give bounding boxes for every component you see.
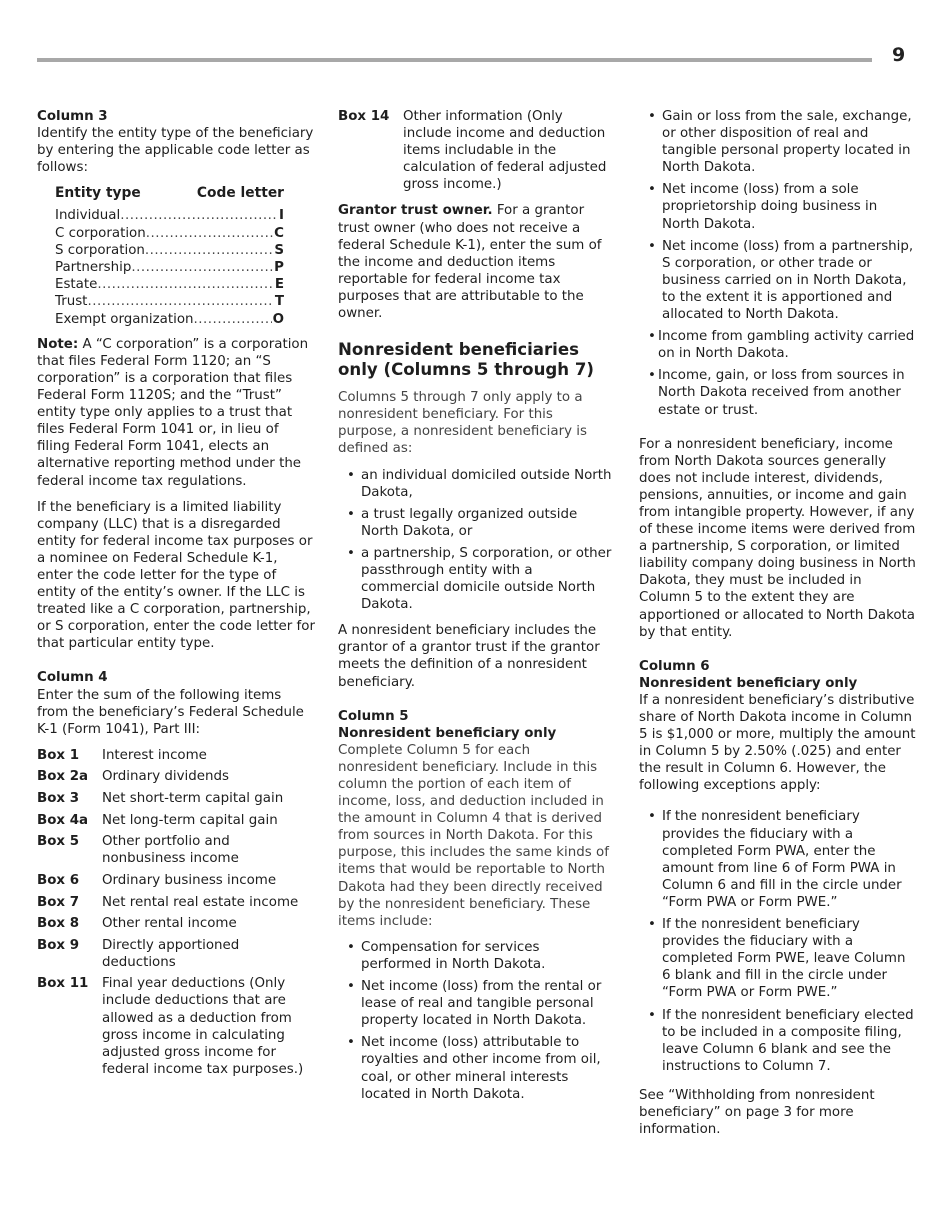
nonresident-intro: Columns 5 through 7 only apply to a nonresident beneficiary. For this purpose, a nonresident beneficiary is defined as: <box>338 390 587 457</box>
entity-label: Individual <box>55 208 121 224</box>
dot-leader <box>87 293 273 310</box>
box-item <box>37 872 315 889</box>
box-label: Box 14 <box>338 109 390 124</box>
box-text: Ordinary business income <box>102 872 277 888</box>
box-text: Ordinary dividends <box>102 769 229 785</box>
continued-items <box>639 108 917 323</box>
column6-subtitle: Nonresident beneficiary only <box>639 675 858 691</box>
grantor-paragraph <box>338 202 613 322</box>
box-label: Box 3 <box>37 791 80 807</box>
entity-row <box>55 207 284 224</box>
nd-sources-paragraph: For a nonresident beneficiary, income from North Dakota sources generally does not include interest, dividends, pensions, annuities, or income and gain from intangible property. However, if any of these income items were derived from a partnership, S corporation, or limited liability company doing business in North Dakota, they must be included in Column 5 to the extent they are apportioned or allocated to North Dakota by that entity. <box>639 436 916 640</box>
dot-leader <box>194 311 272 328</box>
entity-table-header <box>55 185 284 202</box>
entity-code: C <box>274 225 284 241</box>
entity-label: Estate <box>55 277 98 293</box>
box-label: Box 5 <box>37 834 80 850</box>
column6-text: If a nonresident beneficiary’s distributive share of North Dakota income in Column 5 is $1,000 or more, multiply the amount in Column 5 by 2.50% (.025) and enter the result in Column 6. However, the following exceptions apply: <box>639 692 916 794</box>
entity-type-header: Entity type <box>55 185 141 202</box>
dot-leader <box>145 242 273 259</box>
box-label: Box 8 <box>37 916 80 932</box>
box-label: Box 11 <box>37 976 89 992</box>
list-item: • Income from gambling activity carried on in North Dakota. <box>639 328 917 362</box>
box-text: Net short-term capital gain <box>102 791 284 807</box>
grantor-label: Grantor trust owner. <box>338 203 493 219</box>
list-item: • If the nonresident beneficiary elected to be included in a composite filing, leave Column 6 blank and see the instructions to Column 7. <box>639 1007 917 1075</box>
nonresident-definitions <box>338 467 613 614</box>
list-item: • If the nonresident beneficiary provides the fiduciary with a completed Form PWE, leave Column 6 blank and fill in the circle under “Form PWA or Form PWE.” <box>639 916 917 1001</box>
box-item <box>37 768 315 785</box>
column5-subtitle: Nonresident beneficiary only <box>338 725 557 741</box>
list-item: • Net income (loss) attributable to royalties and other income from oil, coal, or other mineral interests located in North Dakota. <box>338 1034 613 1102</box>
note-paragraph <box>37 336 315 490</box>
box-text: Interest income <box>102 747 207 763</box>
box-item <box>37 915 315 932</box>
entity-code: E <box>274 277 284 293</box>
entity-type-table <box>55 185 284 327</box>
entity-label: Trust <box>55 294 88 310</box>
entity-code: I <box>279 208 284 224</box>
box-item <box>37 747 315 764</box>
list-item: • Net income (loss) from the rental or lease of real and tangible personal property located in North Dakota. <box>338 978 613 1029</box>
column3-intro: Identify the entity type of the beneficiary by entering the applicable code letter as follows: <box>37 126 314 176</box>
page-number: 9 <box>892 44 906 66</box>
box-item <box>37 812 315 829</box>
right-column <box>639 108 917 1147</box>
box-label: Box 4a <box>37 812 89 828</box>
dot-leader <box>146 225 273 242</box>
list-item: • If the nonresident beneficiary provides the fiduciary with a completed Form PWA, enter the amount from line 6 of Form PWA in Column 6 and fill in the circle under “Form PWA or Form PWE.” <box>639 808 917 911</box>
entity-label: S corporation <box>55 242 145 258</box>
column5-text: Complete Column 5 for each nonresident beneficiary. Include in this column the portion of each item of income, loss, and deduction included in the amount in Column 4 that is derived from sources in North Dakota. For this purpose, this includes the same kinds of items that would be reportable to North Dakota had they been directly received by the nonresident beneficiary. These items include: <box>338 742 609 929</box>
box-label: Box 9 <box>37 937 80 953</box>
list-item: • Compensation for services performed in North Dakota. <box>338 939 613 973</box>
entity-label: Partnership <box>55 260 132 276</box>
entity-row <box>55 259 284 276</box>
note-label: Note: <box>37 336 79 352</box>
box-label: Box 7 <box>37 894 80 910</box>
list-item: • an individual domiciled outside North Dakota, <box>338 467 613 501</box>
box-label: Box 1 <box>37 747 80 763</box>
column5-title: Column 5 <box>338 708 409 724</box>
column6-exceptions <box>639 808 917 1074</box>
entity-label: Exempt organization <box>55 311 194 327</box>
column4-title: Column 4 <box>37 670 108 686</box>
see-withholding-paragraph: See “Withholding from nonresident beneficiary” on page 3 for more information. <box>639 1087 875 1138</box>
box-item <box>37 937 315 971</box>
box-text: Other portfolio and nonbusiness income <box>102 834 239 867</box>
entity-code: T <box>274 294 284 310</box>
list-item: • Net income (loss) from a partnership, S corporation, or other trade or business carried on in North Dakota, to the extent it is apportioned and allocated to North Dakota. <box>639 238 917 323</box>
header-rule <box>37 58 872 62</box>
column4-intro: Enter the sum of the following items from the beneficiary’s Federal Schedule K-1 (Form 1041), Part III: <box>37 687 304 737</box>
list-item: • a trust legally organized outside North Dakota, or <box>338 506 613 540</box>
entity-code: P <box>274 260 284 276</box>
entity-row <box>55 225 284 242</box>
note-text: A “C corporation” is a corporation that files Federal Form 1120; an “S corporation” is a corporation that files Federal Form 1120S; and the “Trust” entity type only applies to a trust that files Federal Form 1041 or, in lieu of filing Federal Form 1041, elects an alternative reporting method under the federal income tax regulations. <box>37 336 309 489</box>
box-text: Net long-term capital gain <box>102 812 278 828</box>
box-text: Net rental real estate income <box>102 894 299 910</box>
entity-label: C corporation <box>55 225 146 241</box>
column3-title: Column 3 <box>37 109 108 124</box>
column6-title: Column 6 <box>639 658 710 674</box>
dot-leader <box>97 276 273 293</box>
entity-row <box>55 276 284 293</box>
llc-paragraph: If the beneficiary is a limited liability company (LLC) that is a disregarded entity for federal income tax purposes or a nominee on Federal Schedule K-1, enter the code letter for the type of entity of the entity’s owner. If the LLC is treated like a C corporation, partnership, or S corporation, enter the code letter for that particular entity type. <box>37 499 315 652</box>
box-item <box>37 894 315 911</box>
code-letter-header: Code letter <box>196 185 284 202</box>
list-item: • Income, gain, or loss from sources in North Dakota received from another estate or trust. <box>639 367 917 418</box>
list-item: • Gain or loss from the sale, exchange, or other disposition of real and tangible personal property located in North Dakota. <box>639 108 917 176</box>
middle-column <box>338 108 613 1112</box>
box-label: Box 2a <box>37 769 89 785</box>
grantor-text: For a grantor trust owner (who does not receive a federal Schedule K-1), enter the sum of the income and deduction items reportable for federal income tax purposes that are attributable to the owner. <box>338 203 602 322</box>
box-item <box>37 790 315 807</box>
box-text: Final year deductions (Only include deductions that are allowed as a deduction from gross income in calculating adjusted gross income for federal income tax purposes.) <box>102 976 304 1077</box>
list-item: • a partnership, S corporation, or other passthrough entity with a commercial domicile outside North Dakota. <box>338 545 613 613</box>
left-column <box>37 108 315 1082</box>
continued-items-tight <box>639 328 917 418</box>
dot-leader <box>120 207 278 224</box>
dot-leader <box>131 259 273 276</box>
entity-code: O <box>272 311 284 327</box>
column5-items <box>338 939 613 1103</box>
box-label: Box 6 <box>37 872 80 888</box>
box-text: Other rental income <box>102 916 237 932</box>
entity-code: S <box>274 242 284 258</box>
nonresident-heading: Nonresident beneficiaries only (Columns 5 through 7) <box>338 340 594 380</box>
box-text: Directly apportioned deductions <box>102 937 240 970</box>
box-item <box>37 833 315 867</box>
entity-row <box>55 242 284 259</box>
box-text: Other information (Only include income and deduction items includable in the calculation of federal adjusted gross income.) <box>403 109 607 193</box>
list-item: • Net income (loss) from a sole proprietorship doing business in North Dakota. <box>639 181 917 232</box>
entity-row <box>55 293 284 310</box>
entity-row <box>55 311 284 328</box>
box-item <box>37 975 315 1078</box>
box14-item <box>338 108 613 193</box>
grantor-nonresident-paragraph: A nonresident beneficiary includes the grantor of a grantor trust if the grantor meets the definition of a nonresident beneficiary. <box>338 623 600 690</box>
